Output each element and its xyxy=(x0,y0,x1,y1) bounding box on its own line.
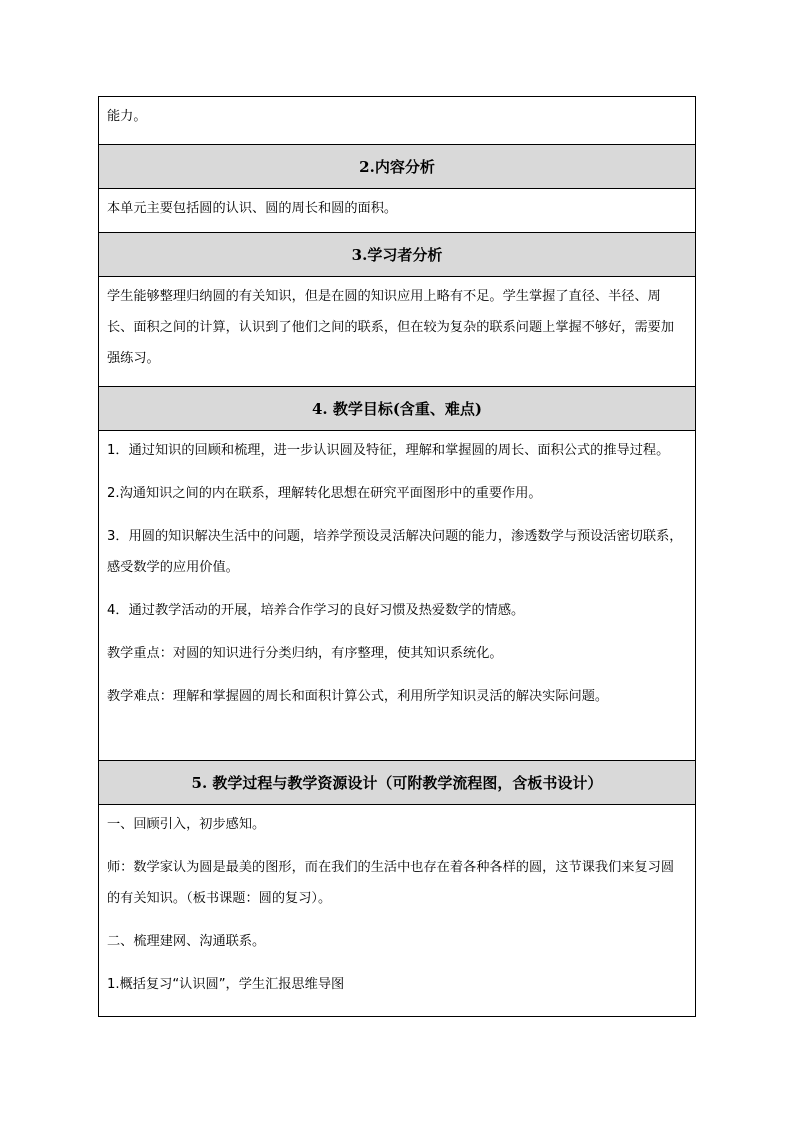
objectives-heading: 4. 教学目标(含重、难点) xyxy=(311,400,483,418)
learner-analysis-heading: 3.学习者分析 xyxy=(351,246,443,264)
process-item-4: 1.概括复习“认识圆”，学生汇报思维导图 xyxy=(107,977,345,992)
process-cell xyxy=(99,805,695,1016)
learner-analysis-header xyxy=(99,233,695,277)
content-analysis-heading: 2.内容分析 xyxy=(359,158,435,176)
process-item-2: 师：数学家认为圆是最美的图形，而在我们的生活中也存在着各种各样的圆，这节课我们来复习圆的有关知识。（板书课题：圆的复习）。 xyxy=(107,860,675,906)
learner-analysis-cell xyxy=(99,277,695,387)
process-item-1: 一、回顾引入，初步感知。 xyxy=(107,817,266,832)
objective-item-3: 3．用圆的知识解决生活中的问题，培养学预设灵活解决问题的能力，渗透数学与预设活密切联系，感受数学的应用价值。 xyxy=(107,529,683,575)
process-heading: 5. 教学过程与教学资源设计（可附教学流程图，含板书设计） xyxy=(191,774,603,792)
objectives-cell xyxy=(99,431,695,761)
objective-item-4: 4．通过教学活动的开展，培养合作学习的良好习惯及热爱数学的情感。 xyxy=(107,603,525,618)
process-item-3: 二、梳理建网、沟通联系。 xyxy=(107,934,266,949)
intro-tail-text: 能力。 xyxy=(107,109,147,124)
content-analysis-cell xyxy=(99,189,695,233)
lesson-plan-table xyxy=(98,96,696,1017)
objective-item-2: 2.沟通知识之间的内在联系，理解转化思想在研究平面图形中的重要作用。 xyxy=(107,486,542,501)
objectives-header xyxy=(99,387,695,431)
objective-item-1: 1．通过知识的回顾和梳理，进一步认识圆及特征，理解和掌握圆的周长、面积公式的推导过程。 xyxy=(107,443,670,458)
difficult-point-text: 教学难点：理解和掌握圆的周长和面积计算公式，利用所学知识灵活的解决实际问题。 xyxy=(107,689,609,704)
process-header xyxy=(99,761,695,805)
learner-analysis-text: 学生能够整理归纳圆的有关知识，但是在圆的知识应用上略有不足。学生掌握了直径、半径、周长、面积之间的计算，认识到了他们之间的联系，但在较为复杂的联系问题上掌握不够好，需要加强练习。 xyxy=(107,289,675,366)
key-point-text: 教学重点：对圆的知识进行分类归纳，有序整理，使其知识系统化。 xyxy=(107,646,503,661)
content-analysis-header xyxy=(99,145,695,189)
content-analysis-text: 本单元主要包括圆的认识、圆的周长和圆的面积。 xyxy=(107,201,398,216)
intro-tail-cell xyxy=(99,97,695,145)
